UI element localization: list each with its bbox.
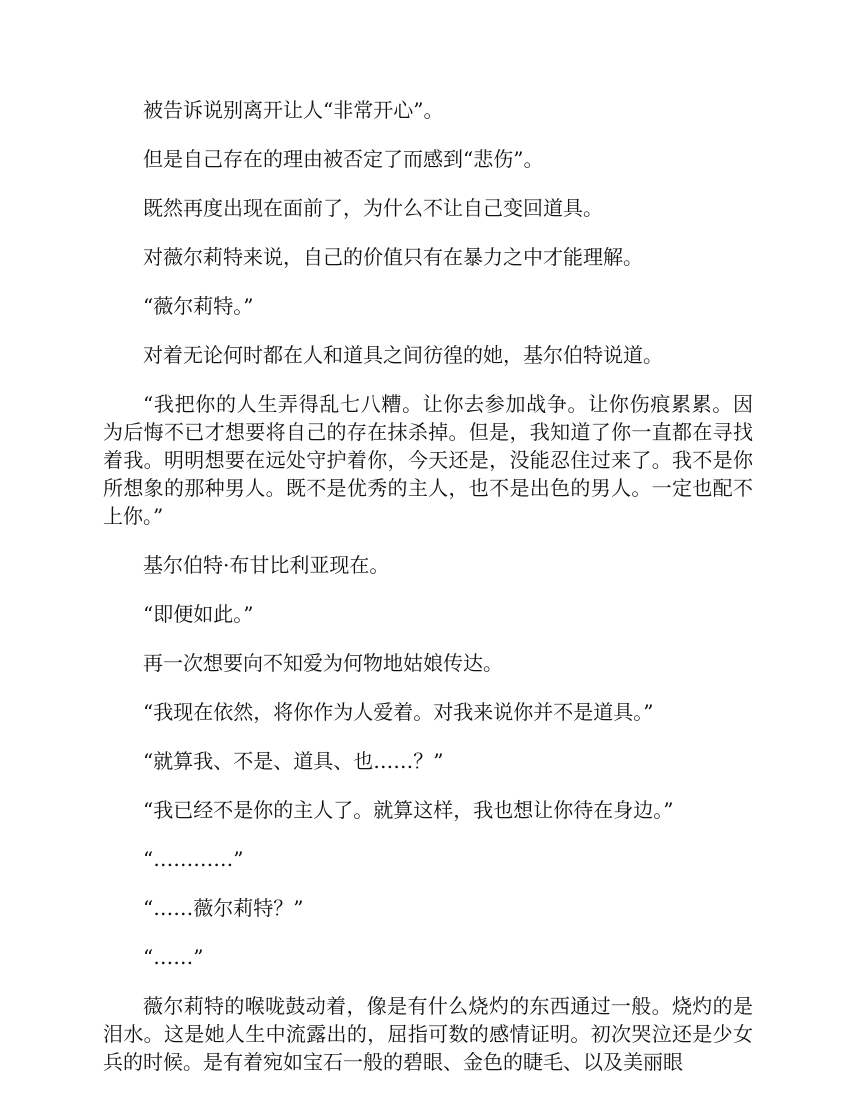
paragraph: 薇尔莉特的喉咙鼓动着，像是有什么烧灼的东西通过一般。烧灼的是泪水。这是她人生中流露出的，屈指可数的感情证明。初次哭泣还是少女兵的时候。是有着宛如宝石一般的碧眼、金色的睫毛、以及美丽眼 (103, 994, 753, 1074)
paragraph: “我把你的人生弄得乱七八糟。让你去参加战争。让你伤痕累累。因为后悔不已才想要将自己的存在抹杀掉。但是，我知道了你一直都在寻找着我。明明想要在远处守护着你，今天还是，没能忍住过来了。我不是你所想象的那种男人。既不是优秀的主人，也不是出色的男人。一定也配不上你。” (103, 392, 753, 528)
paragraph: “我现在依然，将你作为人爱着。对我来说你并不是道具。” (143, 700, 654, 724)
paragraph: 对着无论何时都在人和道具之间彷徨的她，基尔伯特说道。 (143, 343, 663, 367)
paragraph: “…………” (143, 847, 244, 871)
paragraph: “即便如此。” (143, 602, 254, 626)
paragraph: “就算我、不是、道具、也……？” (143, 749, 444, 773)
paragraph: 既然再度出现在面前了，为什么不让自己变回道具。 (143, 196, 603, 220)
paragraph: “……” (143, 945, 204, 969)
paragraph: 基尔伯特·布甘比利亚现在。 (143, 553, 390, 577)
paragraph: 对薇尔莉特来说，自己的价值只有在暴力之中才能理解。 (143, 245, 643, 269)
paragraph: “薇尔莉特。” (143, 294, 254, 318)
paragraph: 但是自己存在的理由被否定了而感到“悲伤”。 (143, 147, 544, 171)
paragraph: 再一次想要向不知爱为何物地姑娘传达。 (143, 651, 503, 675)
paragraph: “……薇尔莉特？” (143, 896, 304, 920)
paragraph: 被告诉说别离开让人“非常开心”。 (143, 98, 444, 122)
paragraph: “我已经不是你的主人了。就算这样，我也想让你待在身边。” (143, 798, 674, 822)
document-page (103, 96, 753, 1076)
